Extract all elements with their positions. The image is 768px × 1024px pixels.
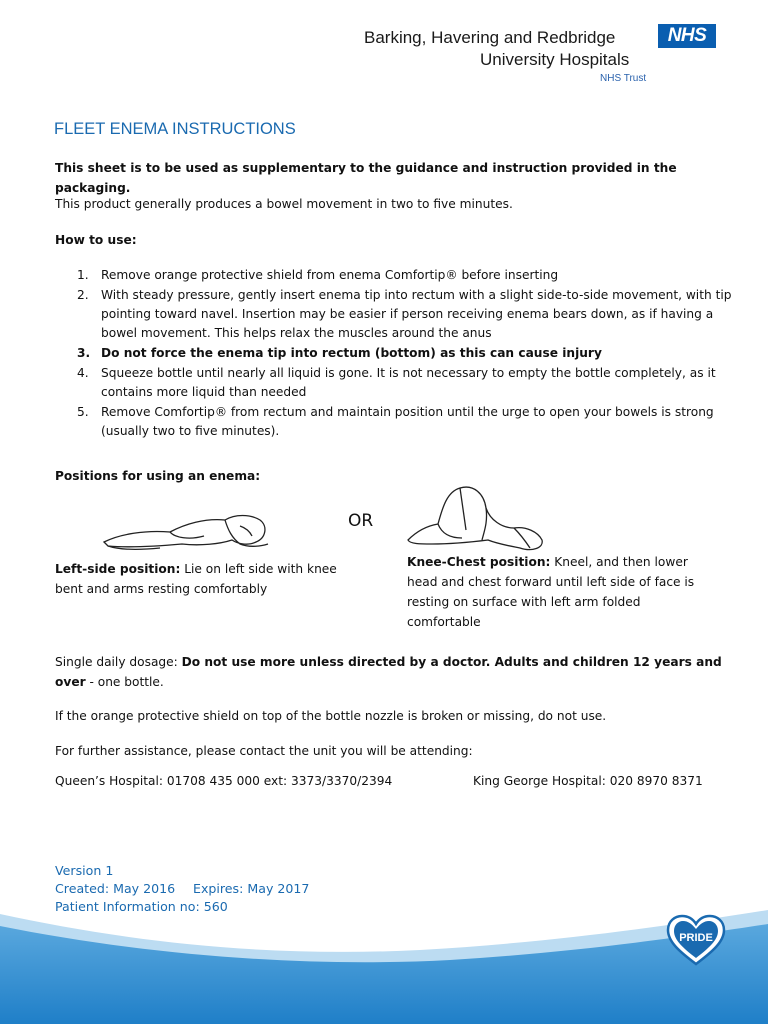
intro-paragraph: This product generally produces a bowel movement in two to five minutes. bbox=[55, 197, 513, 211]
list-item bbox=[55, 403, 735, 441]
king-george-hospital-contact: King George Hospital: 020 8970 8371 bbox=[473, 774, 703, 788]
step-number: 4. bbox=[77, 366, 89, 380]
patient-info-number: Patient Information no: 560 bbox=[55, 899, 228, 914]
dosage-label: Single daily dosage: bbox=[55, 655, 182, 669]
dosage-paragraph bbox=[55, 652, 735, 692]
org-name-line1: Barking, Havering and Redbridge bbox=[364, 28, 616, 47]
nhs-logo: NHS bbox=[658, 24, 716, 48]
step-text: Remove Comfortip® from rectum and maintain position until the urge to open your bowels is strong (usually two to five minutes). bbox=[101, 405, 714, 438]
left-side-caption bbox=[55, 559, 345, 599]
step-text: Do not force the enema tip into rectum (bottom) as this can cause injury bbox=[101, 346, 602, 360]
page-title: FLEET ENEMA INSTRUCTIONS bbox=[54, 120, 296, 138]
step-text: Remove orange protective shield from enema Comfortip® before inserting bbox=[101, 268, 559, 282]
step-number: 2. bbox=[77, 288, 89, 302]
step-number: 1. bbox=[77, 268, 89, 282]
pride-logo-text: PRIDE bbox=[679, 932, 713, 944]
step-text: Squeeze bottle until nearly all liquid is gone. It is not necessary to empty the bottle completely, as it contains more liquid than needed bbox=[101, 366, 716, 399]
dosage-tail: - one bottle. bbox=[85, 675, 164, 689]
dosage-bold-text: Do not use more unless directed by a doctor. Adults and children 12 years and over bbox=[55, 655, 722, 689]
org-name-line3: NHS Trust bbox=[600, 73, 647, 84]
how-to-use-heading: How to use: bbox=[55, 233, 137, 247]
step-number: 5. bbox=[77, 405, 89, 419]
assistance-paragraph: For further assistance, please contact the unit you will be attending: bbox=[55, 744, 473, 758]
org-name-line2: University Hospitals bbox=[480, 50, 630, 69]
queens-hospital-contact: Queen’s Hospital: 01708 435 000 ext: 3373/3370/2394 bbox=[55, 774, 393, 788]
created-date: Created: May 2016 bbox=[55, 881, 176, 896]
footer-wave-decoration bbox=[0, 880, 768, 1024]
left-side-text: Lie on left side with knee bent and arms resting comfortably bbox=[55, 562, 337, 596]
knee-chest-caption bbox=[407, 552, 707, 632]
left-side-position-illustration bbox=[100, 504, 275, 554]
pride-heart-logo bbox=[666, 914, 726, 966]
or-separator: OR bbox=[348, 511, 374, 531]
steps-list bbox=[55, 266, 735, 442]
positions-heading: Positions for using an enema: bbox=[55, 469, 261, 483]
shield-warning-paragraph: If the orange protective shield on top of the bottle nozzle is broken or missing, do not use. bbox=[55, 709, 607, 723]
list-item bbox=[55, 364, 735, 402]
knee-chest-position-illustration bbox=[402, 482, 550, 554]
version-label: Version 1 bbox=[55, 863, 114, 878]
intro-bold-paragraph: This sheet is to be used as supplementary to the guidance and instruction provided in the packaging. bbox=[55, 161, 677, 195]
list-item bbox=[55, 266, 735, 285]
step-number: 3. bbox=[77, 346, 91, 360]
knee-chest-label: Knee-Chest position: bbox=[407, 555, 551, 569]
list-item bbox=[55, 344, 735, 363]
list-item bbox=[55, 286, 735, 343]
step-text: With steady pressure, gently insert enema tip into rectum with a slight side-to-side movement, with tip pointing toward navel. Insertion may be easier if person receiving enema bears down, as if having a bowel movement. This helps relax the muscles around the anus bbox=[101, 288, 732, 340]
expires-date: Expires: May 2017 bbox=[193, 881, 310, 896]
knee-chest-text: Kneel, and then lower head and chest forward until left side of face is resting on surface with left arm folded comfortable bbox=[407, 555, 695, 629]
left-side-label: Left-side position: bbox=[55, 562, 181, 576]
